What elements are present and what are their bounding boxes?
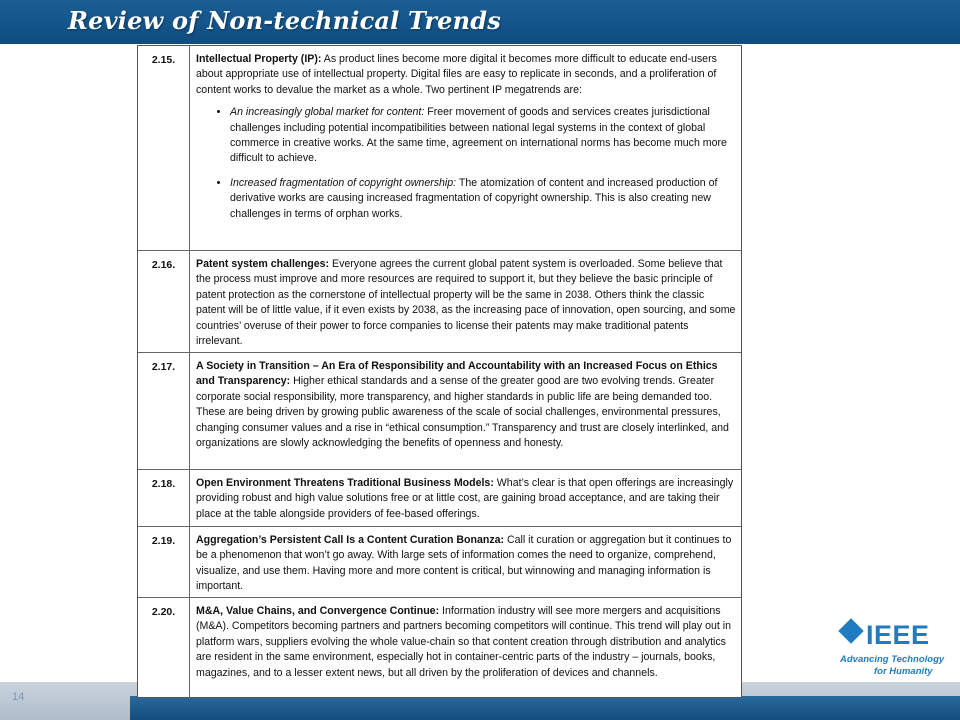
logo-word: IEEE [866, 620, 930, 650]
row-number: 2.17. [138, 353, 190, 470]
row-text: Call it curation or aggregation but it continues to be a phenomenon that won’t go away. With large sets of information comes the need to organize, comprehend, visualize, and use them. Having more and more content is critical, but winnowing and managing information is important. [196, 534, 732, 593]
table-row [138, 46, 741, 250]
slide-title: Review of Non-technical Trends [68, 6, 501, 35]
row-heading: Aggregation’s Persistent Call Is a Content Curation Bonanza: [196, 534, 505, 546]
list-item [230, 105, 736, 167]
table-row [138, 469, 741, 527]
table-row [138, 250, 741, 353]
bullet-text: Freer movement of goods and services creates jurisdictional challenges including potential incompatibilities between national legal systems in the context of global commerce in creative works. At the same time, agreement on international norms has become much more difficult to achieve. [230, 106, 727, 165]
row-text: What’s clear is that open offerings are increasingly providing robust and high value solutions free or at little cost, are gaining broad acceptance, and are taking their place at the table alongside providers of fee-based offerings. [196, 477, 734, 520]
bullet-list [196, 105, 736, 222]
ieee-diamond-icon [838, 618, 863, 643]
trends-table [137, 45, 742, 698]
table-row [138, 352, 741, 470]
row-number: 2.18. [138, 470, 190, 527]
row-heading: M&A, Value Chains, and Convergence Continue: [196, 605, 440, 617]
row-number: 2.19. [138, 527, 190, 598]
row-heading: A Society in Transition – An Era of Responsibility and Accountability with an Increased Focus on Ethics and Transparency: [196, 360, 718, 388]
row-body [196, 359, 736, 451]
footer-stripe [130, 696, 960, 720]
row-text: Information industry will see more mergers and acquisitions (M&A). Competitors becoming partners and partners becoming competitors will continue. This trend will play out in platform wars, suppliers evolving the whole value-chain so that content creation through distribution and analytics are resident in the same environment, especially hot in container-centric parts of the industry – journals, books, magazines, and to a lesser extent news, but all driven by the proliferation of devices and channels. [196, 605, 732, 679]
table-row [138, 526, 741, 598]
row-heading: Open Environment Threatens Traditional Business Models: [196, 477, 494, 489]
row-number: 2.16. [138, 251, 190, 353]
ieee-logo [838, 618, 948, 680]
bullet-lead: An increasingly global market for content: [230, 106, 425, 119]
row-text: Everyone agrees the current global patent system is overloaded. Some believe that the process must improve and more resources are required to support it, but they believe the basic principle of patent protection as the cornerstone of intellectual property will be the same in 2038. Others think the classic patent will be of little value, if it even exists by 2038, as the increasing pace of innovation, open sourcing, and some countries’ overuse of their power to force companies to license their patents may make traditional patents irrelevant. [196, 258, 736, 348]
row-body [196, 533, 736, 595]
title-bar [0, 0, 960, 44]
row-text: As product lines become more digital it becomes more difficult to educate end-users about appropriate use of intellectual property. Digital files are easy to replicate in seconds, and a proliferation of content works to devalue the market as a whole. Two pertinent IP megatrends are: [196, 53, 717, 96]
row-text: Higher ethical standards and a sense of the greater good are two evolving trends. Greater corporate social responsibility, more transparency, and higher standards in public life are being demanded too. These are being driven by growing public awareness of the scale of social challenges, environmental pressures, changing consumer values and a rise in “ethical consumption.” Transparency and trust are closely interlinked, and organizations are slowly acknowledging the benefits of openness and honesty. [196, 375, 729, 450]
page-number: 14 [12, 691, 25, 703]
row-body [196, 476, 736, 522]
row-number: 2.20. [138, 598, 190, 698]
list-item [230, 176, 736, 222]
row-body [196, 604, 736, 681]
bullet-lead: Increased fragmentation of copyright ownership: [230, 176, 457, 189]
row-number: 2.15. [138, 46, 190, 250]
logo-tagline: Advancing Technology [840, 654, 945, 665]
logo-tagline: for Humanity [874, 666, 933, 677]
row-body [196, 257, 736, 349]
bullet-text: The atomization of content and increased production of derivative works are causing increased fragmentation of copyright ownership. This is also creating new challenges in terms of orphan works. [230, 176, 718, 220]
row-heading: Patent system challenges: [196, 258, 330, 270]
row-body [196, 52, 736, 231]
row-heading: Intellectual Property (IP): [196, 53, 322, 65]
table-row [138, 597, 741, 698]
